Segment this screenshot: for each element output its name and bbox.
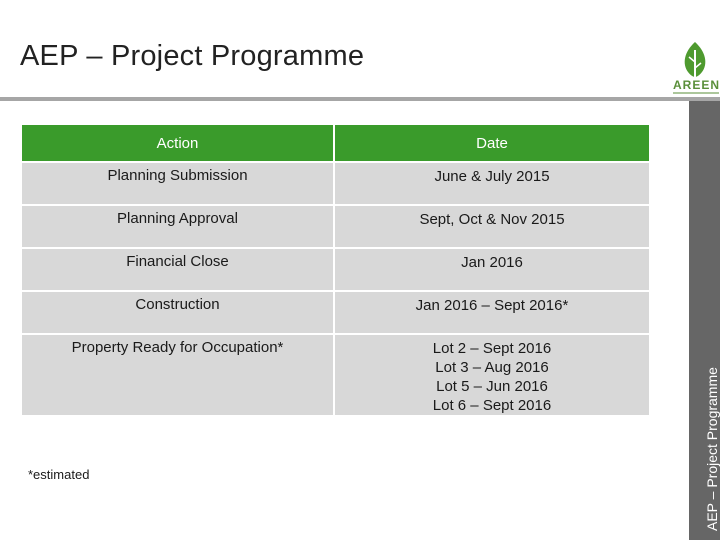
cell-action: Planning Approval [21, 205, 334, 248]
cell-date [334, 162, 650, 205]
table-row [21, 334, 650, 416]
date-line: Lot 3 – Aug 2016 [435, 359, 549, 376]
cell-date [334, 248, 650, 291]
programme-table [20, 123, 651, 417]
table-row [21, 162, 650, 205]
date-line: June & July 2015 [434, 168, 550, 185]
date-line: Lot 5 – Jun 2016 [436, 378, 548, 395]
date-line: Lot 6 – Sept 2016 [432, 397, 552, 414]
table-row [21, 291, 650, 334]
header-divider [0, 97, 720, 101]
cell-action: Planning Submission [21, 162, 334, 205]
date-line: Lot 2 – Sept 2016 [432, 340, 552, 357]
table-row [21, 248, 650, 291]
cell-action: Property Ready for Occupation* [21, 334, 334, 416]
side-label: AEP – Project Programme [704, 367, 720, 531]
table-header-row [21, 124, 650, 162]
header-action: Action [21, 124, 334, 162]
date-line: Sept, Oct & Nov 2015 [419, 211, 565, 228]
footnote: *estimated [28, 467, 90, 482]
page-title: AEP – Project Programme [20, 40, 365, 72]
cell-action: Financial Close [21, 248, 334, 291]
date-line: Jan 2016 [461, 254, 523, 271]
cell-action: Construction [21, 291, 334, 334]
cell-date [334, 205, 650, 248]
cell-date [334, 291, 650, 334]
header-date: Date [334, 124, 650, 162]
logo-underline [673, 92, 719, 94]
logo-wordmark: AREEN [673, 78, 720, 92]
date-line: Jan 2016 – Sept 2016* [415, 297, 569, 314]
table-body [21, 162, 650, 416]
table-row [21, 205, 650, 248]
cell-date [334, 334, 650, 416]
